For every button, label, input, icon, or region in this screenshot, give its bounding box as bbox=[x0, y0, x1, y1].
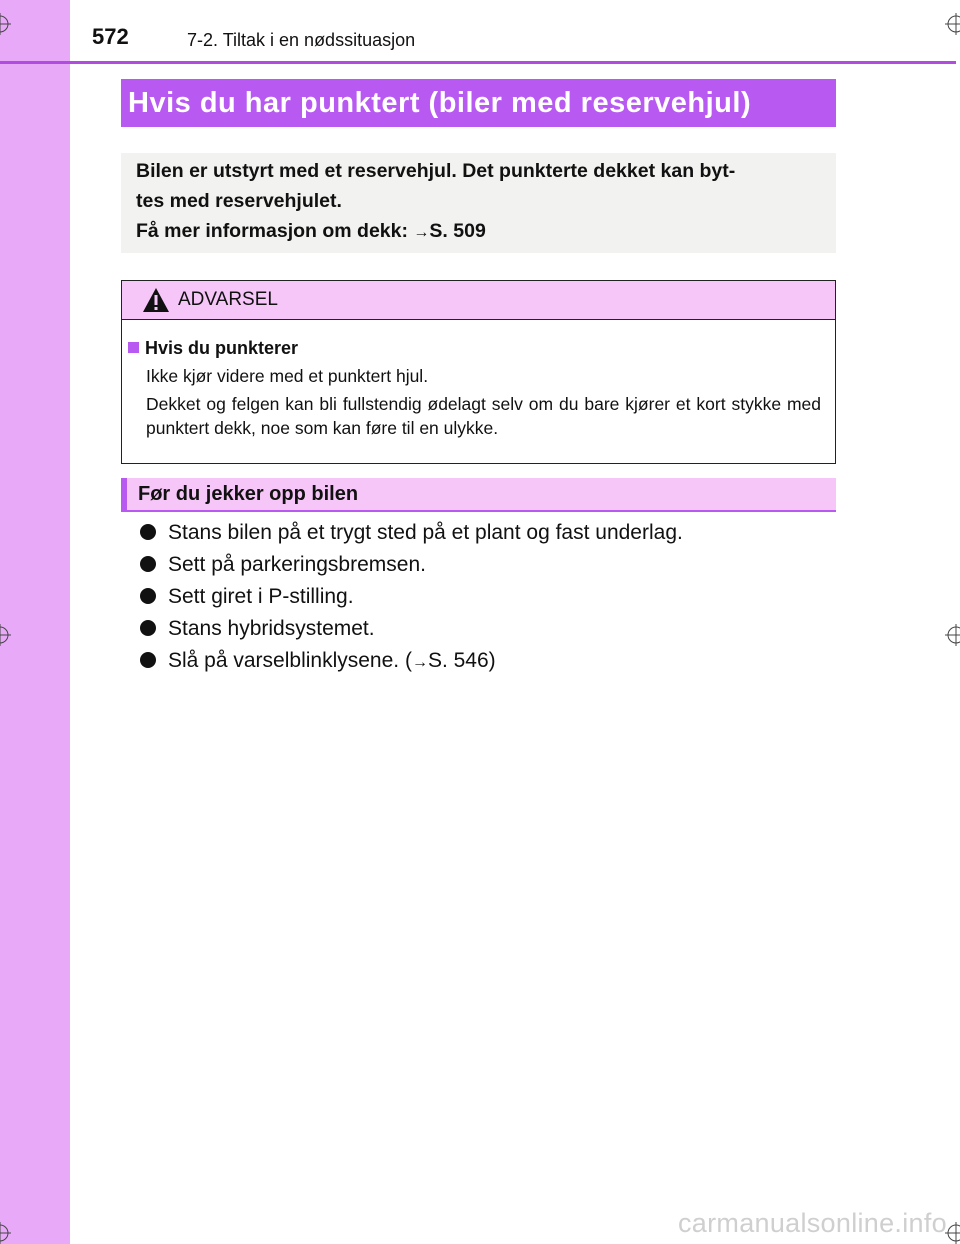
page-reference-link[interactable]: S. 546) bbox=[427, 649, 496, 672]
step-text: Stans hybridsystemet. bbox=[168, 617, 375, 640]
section-title: Hvis du har punktert (biler med reservehjul) bbox=[121, 79, 836, 127]
list-item bbox=[136, 517, 683, 549]
list-item bbox=[136, 581, 683, 613]
watermark: carmanualsonline.info bbox=[678, 1208, 947, 1238]
warning-text: Dekket og felgen kan bli fullstendig ødelagt selv om du bare kjører et kort stykke med punktert dekk, noe som kan føre til en ulykke. bbox=[146, 394, 821, 438]
step-text: Stans bilen på et trygt sted på et plant og fast underlag. bbox=[168, 521, 683, 544]
crop-mark-icon bbox=[945, 1222, 960, 1244]
intro-line bbox=[136, 216, 824, 248]
intro-line: tes med reservehjulet. bbox=[136, 190, 342, 212]
bullet-dot-icon bbox=[140, 524, 156, 540]
page-number: 572 bbox=[92, 24, 129, 49]
list-item bbox=[136, 645, 683, 679]
square-bullet-icon bbox=[128, 342, 139, 353]
warning-text: Ikke kjør videre med et punktert hjul. bbox=[146, 366, 429, 386]
step-text: Slå på varselblinklysene. ( bbox=[168, 649, 412, 672]
bullet-dot-icon bbox=[140, 652, 156, 668]
warning-body bbox=[122, 320, 835, 440]
subsection-title: Før du jekker opp bilen bbox=[121, 478, 836, 512]
running-head: 7-2. Tiltak i en nødssituasjon bbox=[187, 30, 416, 50]
intro-ref-text: Få mer informasjon om dekk: bbox=[136, 220, 414, 242]
header-rule bbox=[0, 61, 956, 64]
crop-mark-icon bbox=[0, 624, 11, 646]
bullet-dot-icon bbox=[140, 620, 156, 636]
list-item bbox=[136, 549, 683, 581]
arrow-right-icon: → bbox=[413, 224, 430, 241]
intro-line: Bilen er utstyrt med et reservehjul. Det punkterte dekket kan byt- bbox=[136, 160, 736, 182]
warning-subtitle-text: Hvis du punkterer bbox=[145, 338, 299, 358]
page-reference-link[interactable]: S. 509 bbox=[429, 220, 486, 242]
step-text: Sett på parkeringsbremsen. bbox=[168, 553, 426, 576]
list-item bbox=[136, 613, 683, 645]
bullet-dot-icon bbox=[140, 588, 156, 604]
crop-mark-icon bbox=[945, 13, 960, 35]
arrow-right-icon: → bbox=[411, 654, 428, 671]
bullet-dot-icon bbox=[140, 556, 156, 572]
warning-subtitle bbox=[128, 336, 821, 360]
warning-triangle-icon bbox=[142, 287, 170, 313]
side-strip bbox=[0, 0, 70, 1244]
crop-mark-icon bbox=[0, 13, 11, 35]
crop-mark-icon bbox=[0, 1222, 11, 1244]
crop-mark-icon bbox=[945, 624, 960, 646]
warning-header bbox=[122, 281, 835, 320]
step-list bbox=[136, 517, 683, 679]
intro-box bbox=[121, 153, 836, 253]
warning-title: ADVARSEL bbox=[178, 289, 278, 310]
step-text: Sett giret i P-stilling. bbox=[168, 585, 354, 608]
warning-box bbox=[121, 280, 836, 464]
